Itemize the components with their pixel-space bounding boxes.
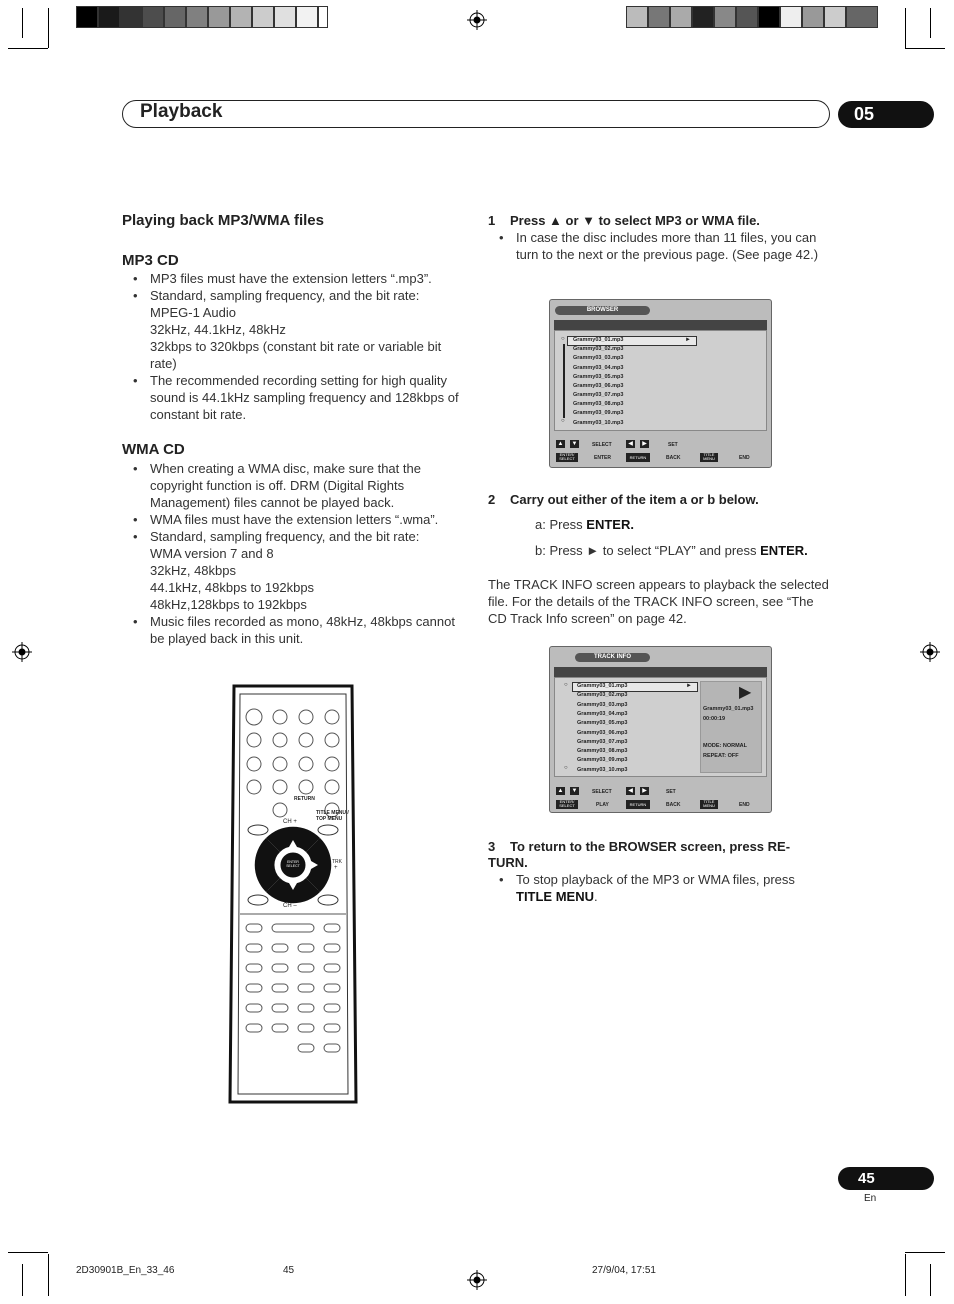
scroll-up-icon: ○ <box>561 336 565 342</box>
list-item[interactable]: Grammy03_01.mp3 <box>577 683 628 689</box>
footer-back-label: BACK <box>666 455 681 461</box>
list-item[interactable]: Grammy03_05.mp3 <box>573 374 624 380</box>
remote-enter-label: ENTER SELECT <box>286 860 300 868</box>
browser-file-list <box>554 330 767 431</box>
list-item[interactable]: Grammy03_03.mp3 <box>577 702 628 708</box>
step-1-bullet <box>488 229 834 263</box>
up-arrow-icon: ▲ <box>557 441 564 447</box>
list-item[interactable]: Grammy03_09.mp3 <box>577 757 628 763</box>
step-3-bullet <box>488 871 834 905</box>
wma-heading: WMA CD <box>122 441 185 458</box>
browser-footer <box>554 438 767 466</box>
list-item: • MP3 files must have the extension letters “.mp3”. <box>122 270 462 287</box>
scroll-down-icon: ○ <box>561 418 565 424</box>
play-arrow-icon: ► <box>686 683 692 689</box>
list-item: • WMA files must have the extension letters “.wma”. <box>122 511 462 528</box>
remote-control-illustration <box>226 682 360 1106</box>
list-item[interactable]: Grammy03_07.mp3 <box>577 739 628 745</box>
track-info-footer <box>554 785 767 813</box>
return-key: RETURN <box>626 800 650 809</box>
track-info-panel <box>700 681 762 773</box>
down-arrow-icon: ▼ <box>571 441 578 447</box>
registration-mark-top-icon <box>467 10 487 30</box>
panel-time: 00:00:19 <box>703 716 726 722</box>
scrollbar[interactable] <box>563 344 565 418</box>
wma-bullet-list <box>122 460 462 647</box>
list-item[interactable]: Grammy03_08.mp3 <box>573 401 624 407</box>
browser-screen <box>549 299 772 468</box>
panel-repeat: REPEAT: OFF <box>703 753 739 759</box>
registration-mark-bottom-icon <box>467 1270 487 1290</box>
list-item[interactable]: Grammy03_02.mp3 <box>577 692 628 698</box>
down-arrow-icon: ▼ <box>571 788 578 794</box>
track-info-tab-label: TRACK INFO <box>575 653 650 662</box>
left-arrow-icon: ◀ <box>626 440 635 448</box>
list-item: • Music files recorded as mono, 48kHz, 48kbps cannot be played back in this unit. <box>122 613 462 647</box>
mp3-heading: MP3 CD <box>122 252 179 269</box>
footer-enter-label: ENTER <box>594 455 611 461</box>
up-arrow-icon: ▲ <box>557 788 564 794</box>
track-info-file-list <box>554 677 767 777</box>
remote-control-icon <box>226 682 360 1106</box>
play-arrow-icon: ► <box>685 337 691 343</box>
panel-mode: MODE: NORMAL <box>703 743 747 749</box>
left-arrow-icon: ◀ <box>626 787 635 795</box>
registration-mark-left-icon <box>12 642 32 662</box>
list-item: • In case the disc includes more than 11 files, you can turn to the next or the previous page. (See page 42.) <box>488 229 834 263</box>
language-label: En <box>864 1193 877 1204</box>
list-item: • The recommended recording setting for high quality sound is 44.1kHz sampling frequency and 128kbps of constant bit rate. <box>122 372 462 423</box>
play-icon: ▶ <box>739 684 752 701</box>
list-item: • Standard, sampling frequency, and the bit rate: WMA version 7 and 8 32kHz, 48kbps 44.1kHz, 48kbps to 192kbps 48kHz,128kbps to 192kbps <box>122 528 462 613</box>
footer-play-label: PLAY <box>596 802 609 808</box>
footer-page-num: 45 <box>283 1265 295 1276</box>
list-item[interactable]: Grammy03_04.mp3 <box>577 711 628 717</box>
return-key: RETURN <box>626 453 650 462</box>
list-item[interactable]: Grammy03_06.mp3 <box>573 383 624 389</box>
track-info-screen <box>549 646 772 813</box>
title-menu-key: TITLE MENU <box>700 800 718 809</box>
list-item[interactable]: Grammy03_03.mp3 <box>573 355 624 361</box>
scroll-up-icon: ○ <box>564 682 568 688</box>
list-item: • To stop playback of the MP3 or WMA files, press TITLE MENU. <box>488 871 834 905</box>
footer-date: 27/9/04, 17:51 <box>592 1265 656 1276</box>
list-item[interactable]: Grammy03_10.mp3 <box>573 420 624 426</box>
footer-select-label: SELECT <box>592 789 612 795</box>
enter-select-key: ENTER/ SELECT <box>556 453 578 462</box>
enter-select-key: ENTER/ SELECT <box>556 800 578 809</box>
right-arrow-icon: ▶ <box>640 787 649 795</box>
footer-set-label: SET <box>668 442 678 448</box>
footer-set-label: SET <box>666 789 676 795</box>
step-3: 3 To return to the BROWSER screen, press RE-TURN. <box>488 839 791 870</box>
footer-file-code: 2D30901B_En_33_46 <box>76 1265 175 1276</box>
footer-back-label: BACK <box>666 802 681 808</box>
remote-ch-minus-label: CH – <box>283 903 297 909</box>
registration-mark-right-icon <box>920 642 940 662</box>
step-1: 1 Press ▲ or ▼ to select MP3 or WMA file. <box>488 213 760 228</box>
step-2-description: The TRACK INFO screen appears to playback the selected file. For the details of the TRACK INFO screen, see “The CD Track Info screen” on page 42. <box>488 577 829 626</box>
page-title: Playback <box>140 101 223 122</box>
remote-trk-label: TRK <box>332 859 342 865</box>
list-item: • Standard, sampling frequency, and the bit rate: MPEG-1 Audio 32kHz, 44.1kHz, 48kHz 32kbps to 320kbps (constant bit rate or variable bit rate) <box>122 287 462 372</box>
header-bar <box>122 100 830 128</box>
remote-return-label: RETURN <box>294 796 315 802</box>
right-arrow-icon: ▶ <box>640 440 649 448</box>
panel-file-name: Grammy03_01.mp3 <box>703 706 754 712</box>
mp3-bullet-list <box>122 270 462 423</box>
remote-ch-plus-label: CH + <box>283 819 297 825</box>
list-item[interactable]: Grammy03_09.mp3 <box>573 410 624 416</box>
list-item[interactable]: Grammy03_01.mp3 <box>573 337 624 343</box>
scroll-down-icon: ○ <box>564 765 568 771</box>
step-2: 2 Carry out either of the item a or b below. <box>488 492 759 507</box>
section-title: Playing back MP3/WMA files <box>122 212 324 229</box>
footer-end-label: END <box>739 455 750 461</box>
screen-title-bar <box>554 320 767 330</box>
list-item[interactable]: Grammy03_07.mp3 <box>573 392 624 398</box>
list-item: • When creating a WMA disc, make sure that the copyright function is off. DRM (Digital Rights Management) files cannot be played back. <box>122 460 462 511</box>
remote-trk-plus-label: + <box>334 865 338 871</box>
list-item[interactable]: Grammy03_08.mp3 <box>577 748 628 754</box>
list-item[interactable]: Grammy03_05.mp3 <box>577 720 628 726</box>
title-menu-key: TITLE MENU <box>700 453 718 462</box>
footer-end-label: END <box>739 802 750 808</box>
remote-title-menu-label: TITLE MENU / TOP MENU <box>316 810 349 822</box>
list-item[interactable]: Grammy03_04.mp3 <box>573 365 624 371</box>
list-item[interactable]: Grammy03_06.mp3 <box>577 730 628 736</box>
step-2-option-b: b: Press ► to select “PLAY” and press ENTER. <box>535 543 808 558</box>
step-2-option-a: a: Press ENTER. <box>535 517 634 532</box>
screen-title-bar <box>554 667 767 677</box>
list-item[interactable]: Grammy03_02.mp3 <box>573 346 624 352</box>
footer-select-label: SELECT <box>592 442 612 448</box>
browser-tab-label: BROWSER <box>555 306 650 315</box>
chapter-badge: 05 <box>838 101 934 128</box>
list-item[interactable]: Grammy03_10.mp3 <box>577 767 628 773</box>
page-number-badge: 45 <box>838 1167 934 1190</box>
